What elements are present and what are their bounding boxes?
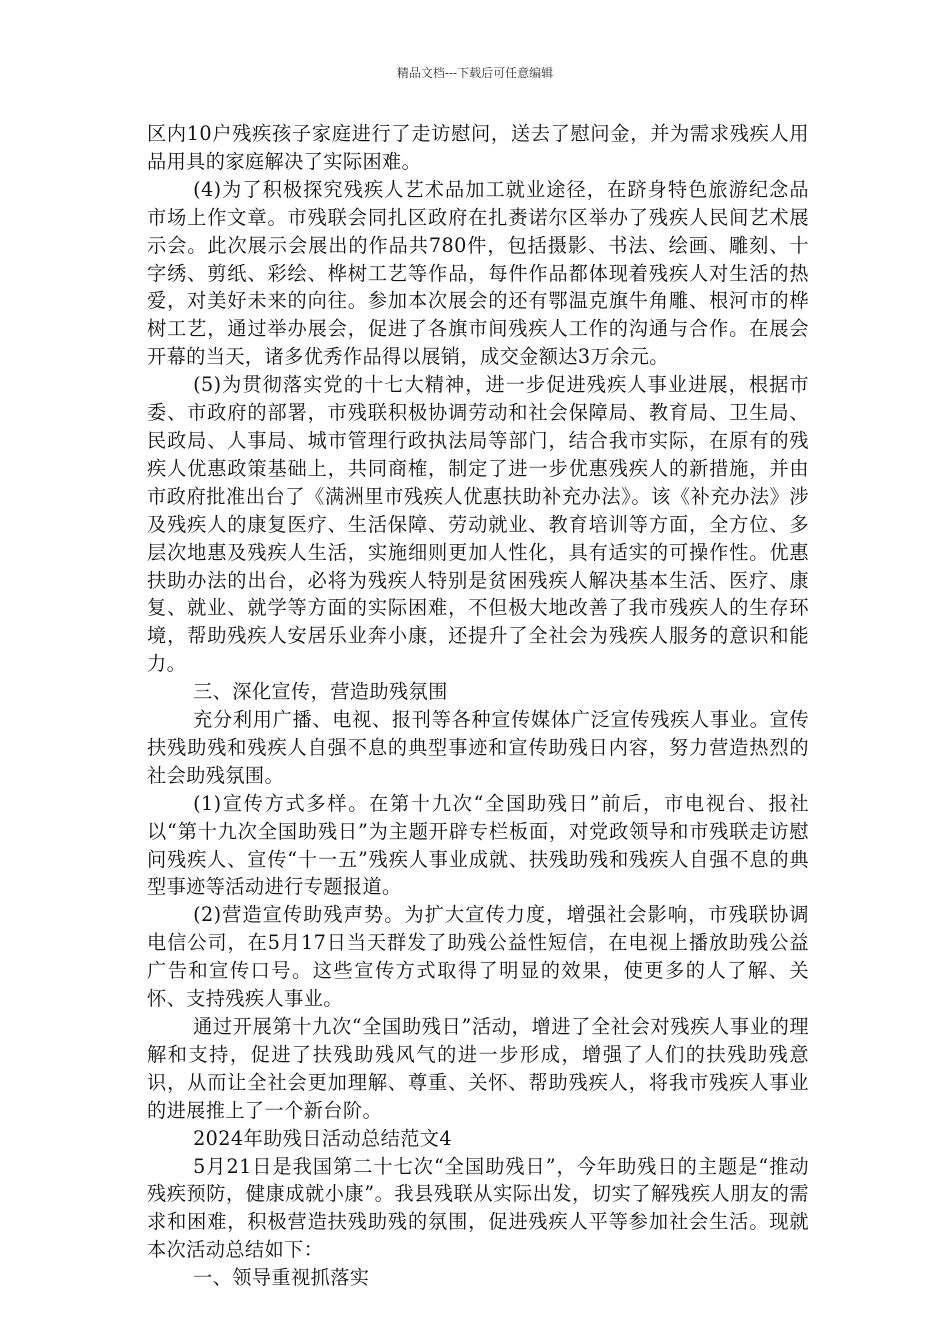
paragraph-6: (2)营造宣传助残声势。为扩大宣传力度，增强社会影响，市残联协调电信公司，在5月17日当天群发了助残公益性短信，在电视上播放助残公益广告和宣传口号。这些宣传方式取得了明显的效果，使更多的人了解、关怀、支持残疾人事业。 xyxy=(147,903,809,1011)
document-body xyxy=(147,120,809,1292)
paragraph-7: 通过开展第十九次“全国助残日”活动，增进了全社会对残疾人事业的理解和支持，促进了扶残助残风气的进一步形成，增强了人们的扶残助残意识，从而让全社会更加理解、尊重、关怀、帮助残疾人，将我市残疾人事业的进展推上了一个新台阶。 xyxy=(147,1015,809,1122)
paragraph-8: 5月21日是我国第二十七次“全国助残日”，今年助残日的主题是“推动残疾预防，健康成就小康”。我县残联从实际出发，切实了解残疾人朋友的需求和困难，积极营造扶残助残的氛围，促进残疾人平等参加社会生活。现就本次活动总结如下： xyxy=(147,1154,809,1262)
paragraph-4: 充分利用广播、电视、报刊等各种宣传媒体广泛宣传残疾人事业。宣传扶残助残和残疾人自强不息的典型事迹和宣传助残日内容，努力营造热烈的社会助残氛围。 xyxy=(147,708,809,787)
section-heading-1: 一、领导重视抓落实 xyxy=(193,1266,370,1290)
paragraph-3: (5)为贯彻落实党的十七大精神，进一步促进残疾人事业进展，根据市委、市政府的部署，市残联积极协调劳动和社会保障局、教育局、卫生局、民政局、人事局、城市管理行政执法局等部门，结合我市实际，在原有的残疾人优惠政策基础上，共同商榷，制定了进一步优惠残疾人的新措施，并由市政府批准出台了《满洲里市残疾人优惠扶助补充办法》。该《补充办法》涉及残疾人的康复医疗、生活保障、劳动就业、教育培训等方面，全方位、多层次地惠及残疾人生活，实施细则更加人性化，具有适实的可操作性。优惠扶助办法的出台，必将为残疾人特别是贫困残疾人解决基本生活、医疗、康复、就业、就学等方面的实际困难，不但极大地改善了我市残疾人的生存环境，帮助残疾人安居乐业奔小康，还提升了全社会为残疾人服务的意识和能力。 xyxy=(147,373,809,676)
section-heading-3: 三、深化宣传，营造助残氛围 xyxy=(193,680,448,704)
page-header: 精品文档---下载后可任意编辑 xyxy=(396,66,554,80)
article-title-4: 2024年助残日活动总结范文4 xyxy=(193,1126,452,1150)
paragraph-1: 区内10户残疾孩子家庭进行了走访慰问，送去了慰问金，并为需求残疾人用品用具的家庭解决了实际困难。 xyxy=(147,122,809,173)
paragraph-2: (4)为了积极探究残疾人艺术品加工就业途径，在跻身特色旅游纪念品市场上作文章。市残联会同扎区政府在扎赉诺尔区举办了残疾人民间艺术展示会。此次展示会展出的作品共780件，包括摄影、书法、绘画、雕刻、十字绣、剪纸、彩绘、桦树工艺等作品，每件作品都体现着残疾人对生活的热爱，对美好未来的向往。参加本次展会的还有鄂温克旗牛角雕、根河市的桦树工艺，通过举办展会，促进了各旗市间残疾人工作的沟通与合作。在展会开幕的当天，诸多优秀作品得以展销，成交金额达3万余元。 xyxy=(147,177,809,369)
paragraph-5: (1)宣传方式多样。在第十九次“全国助残日”前后，市电视台、报社以“第十九次全国助残日”为主题开辟专栏板面，对党政领导和市残联走访慰问残疾人、宣传“十一五”残疾人事业成就、扶残助残和残疾人自强不息的典型事迹等活动进行专题报道。 xyxy=(147,791,809,899)
